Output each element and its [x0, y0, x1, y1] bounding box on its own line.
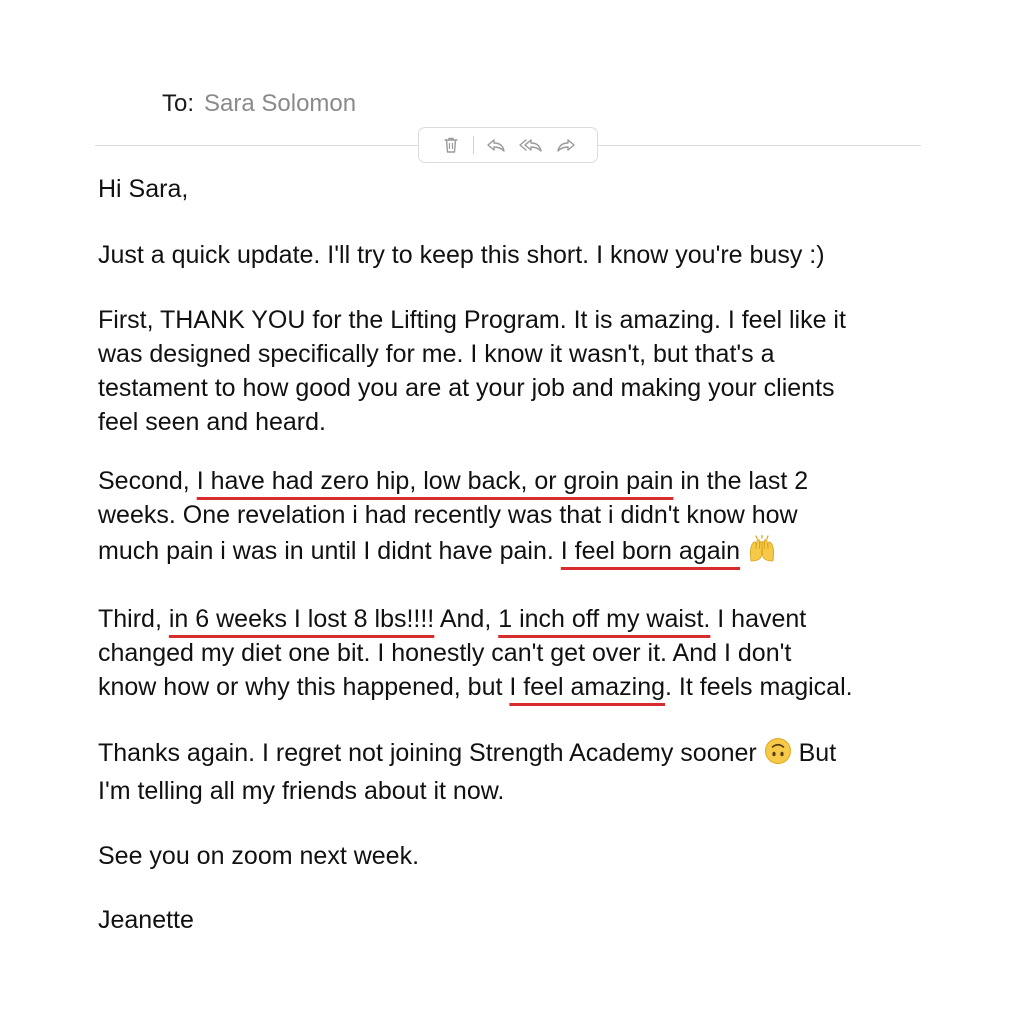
text-line: feel seen and heard. — [98, 408, 326, 436]
text-segment: Thanks again. I regret not joining Strength Academy sooner — [98, 739, 764, 767]
forward-button[interactable] — [553, 132, 579, 158]
header-divider-right — [598, 145, 921, 146]
text-line — [98, 602, 853, 636]
recipient-name[interactable]: Sara Solomon — [204, 90, 357, 117]
forward-icon — [556, 137, 576, 153]
text-segment: much pain i was in until I didnt have pain. — [98, 537, 561, 565]
paragraph-closing — [98, 736, 836, 808]
text-segment: Third, — [98, 605, 169, 633]
signature — [98, 903, 194, 937]
message-toolbar — [418, 127, 598, 163]
text-segment: But — [791, 739, 837, 767]
text-line: testament to how good you are at your job and making your clients — [98, 374, 835, 402]
trash-icon — [443, 136, 459, 154]
text-line: weeks. One revelation i had recently was that i didn't know how — [98, 501, 798, 529]
raising-hands-emoji — [747, 535, 777, 572]
recipient-row — [162, 88, 356, 120]
greeting-text: Hi Sara, — [98, 175, 189, 203]
text-line — [98, 670, 853, 704]
reply-all-button[interactable] — [518, 132, 544, 158]
text-segment: And, — [434, 605, 499, 633]
greeting — [98, 172, 188, 206]
reply-icon — [486, 137, 506, 153]
signature-name: Jeanette — [98, 906, 194, 934]
header-divider-left — [95, 145, 418, 146]
paragraph-see-you — [98, 839, 419, 873]
highlighted-phrase: I have had zero hip, low back, or groin pain — [196, 467, 674, 495]
text-line: was designed specifically for me. I know it wasn't, but that's a — [98, 340, 775, 368]
text-segment: . It feels magical. — [665, 673, 853, 701]
highlighted-phrase: I feel born again — [560, 537, 741, 565]
see-you-text: See you on zoom next week. — [98, 842, 420, 870]
paragraph-update — [98, 238, 825, 272]
text-line: I'm telling all my friends about it now. — [98, 777, 505, 805]
text-segment: in the last 2 — [673, 467, 809, 495]
text-line — [98, 534, 808, 572]
paragraph-thanks-program — [98, 303, 846, 439]
update-text: Just a quick update. I'll try to keep this short. I know you're busy :) — [98, 241, 825, 269]
paragraph-results — [98, 602, 853, 704]
highlighted-phrase: 1 inch off my waist. — [498, 605, 711, 633]
text-line — [98, 464, 808, 498]
text-segment: Second, — [98, 467, 197, 495]
upside-down-face-emoji — [764, 737, 792, 774]
delete-button[interactable] — [438, 132, 464, 158]
to-label: To: — [162, 90, 195, 117]
reply-button[interactable] — [483, 132, 509, 158]
paragraph-pain-free — [98, 464, 808, 572]
text-line: changed my diet one bit. I honestly can't get over it. And I don't — [98, 639, 792, 667]
text-segment: I havent — [710, 605, 807, 633]
reply-all-icon — [518, 137, 544, 153]
toolbar-separator — [473, 136, 474, 154]
text-segment: know how or why this happened, but — [98, 673, 510, 701]
highlighted-phrase: I feel amazing — [509, 673, 666, 701]
text-line: First, THANK YOU for the Lifting Program. It is amazing. I feel like it — [98, 306, 846, 334]
text-line — [98, 736, 836, 774]
highlighted-phrase: in 6 weeks I lost 8 lbs!!!! — [168, 605, 435, 633]
